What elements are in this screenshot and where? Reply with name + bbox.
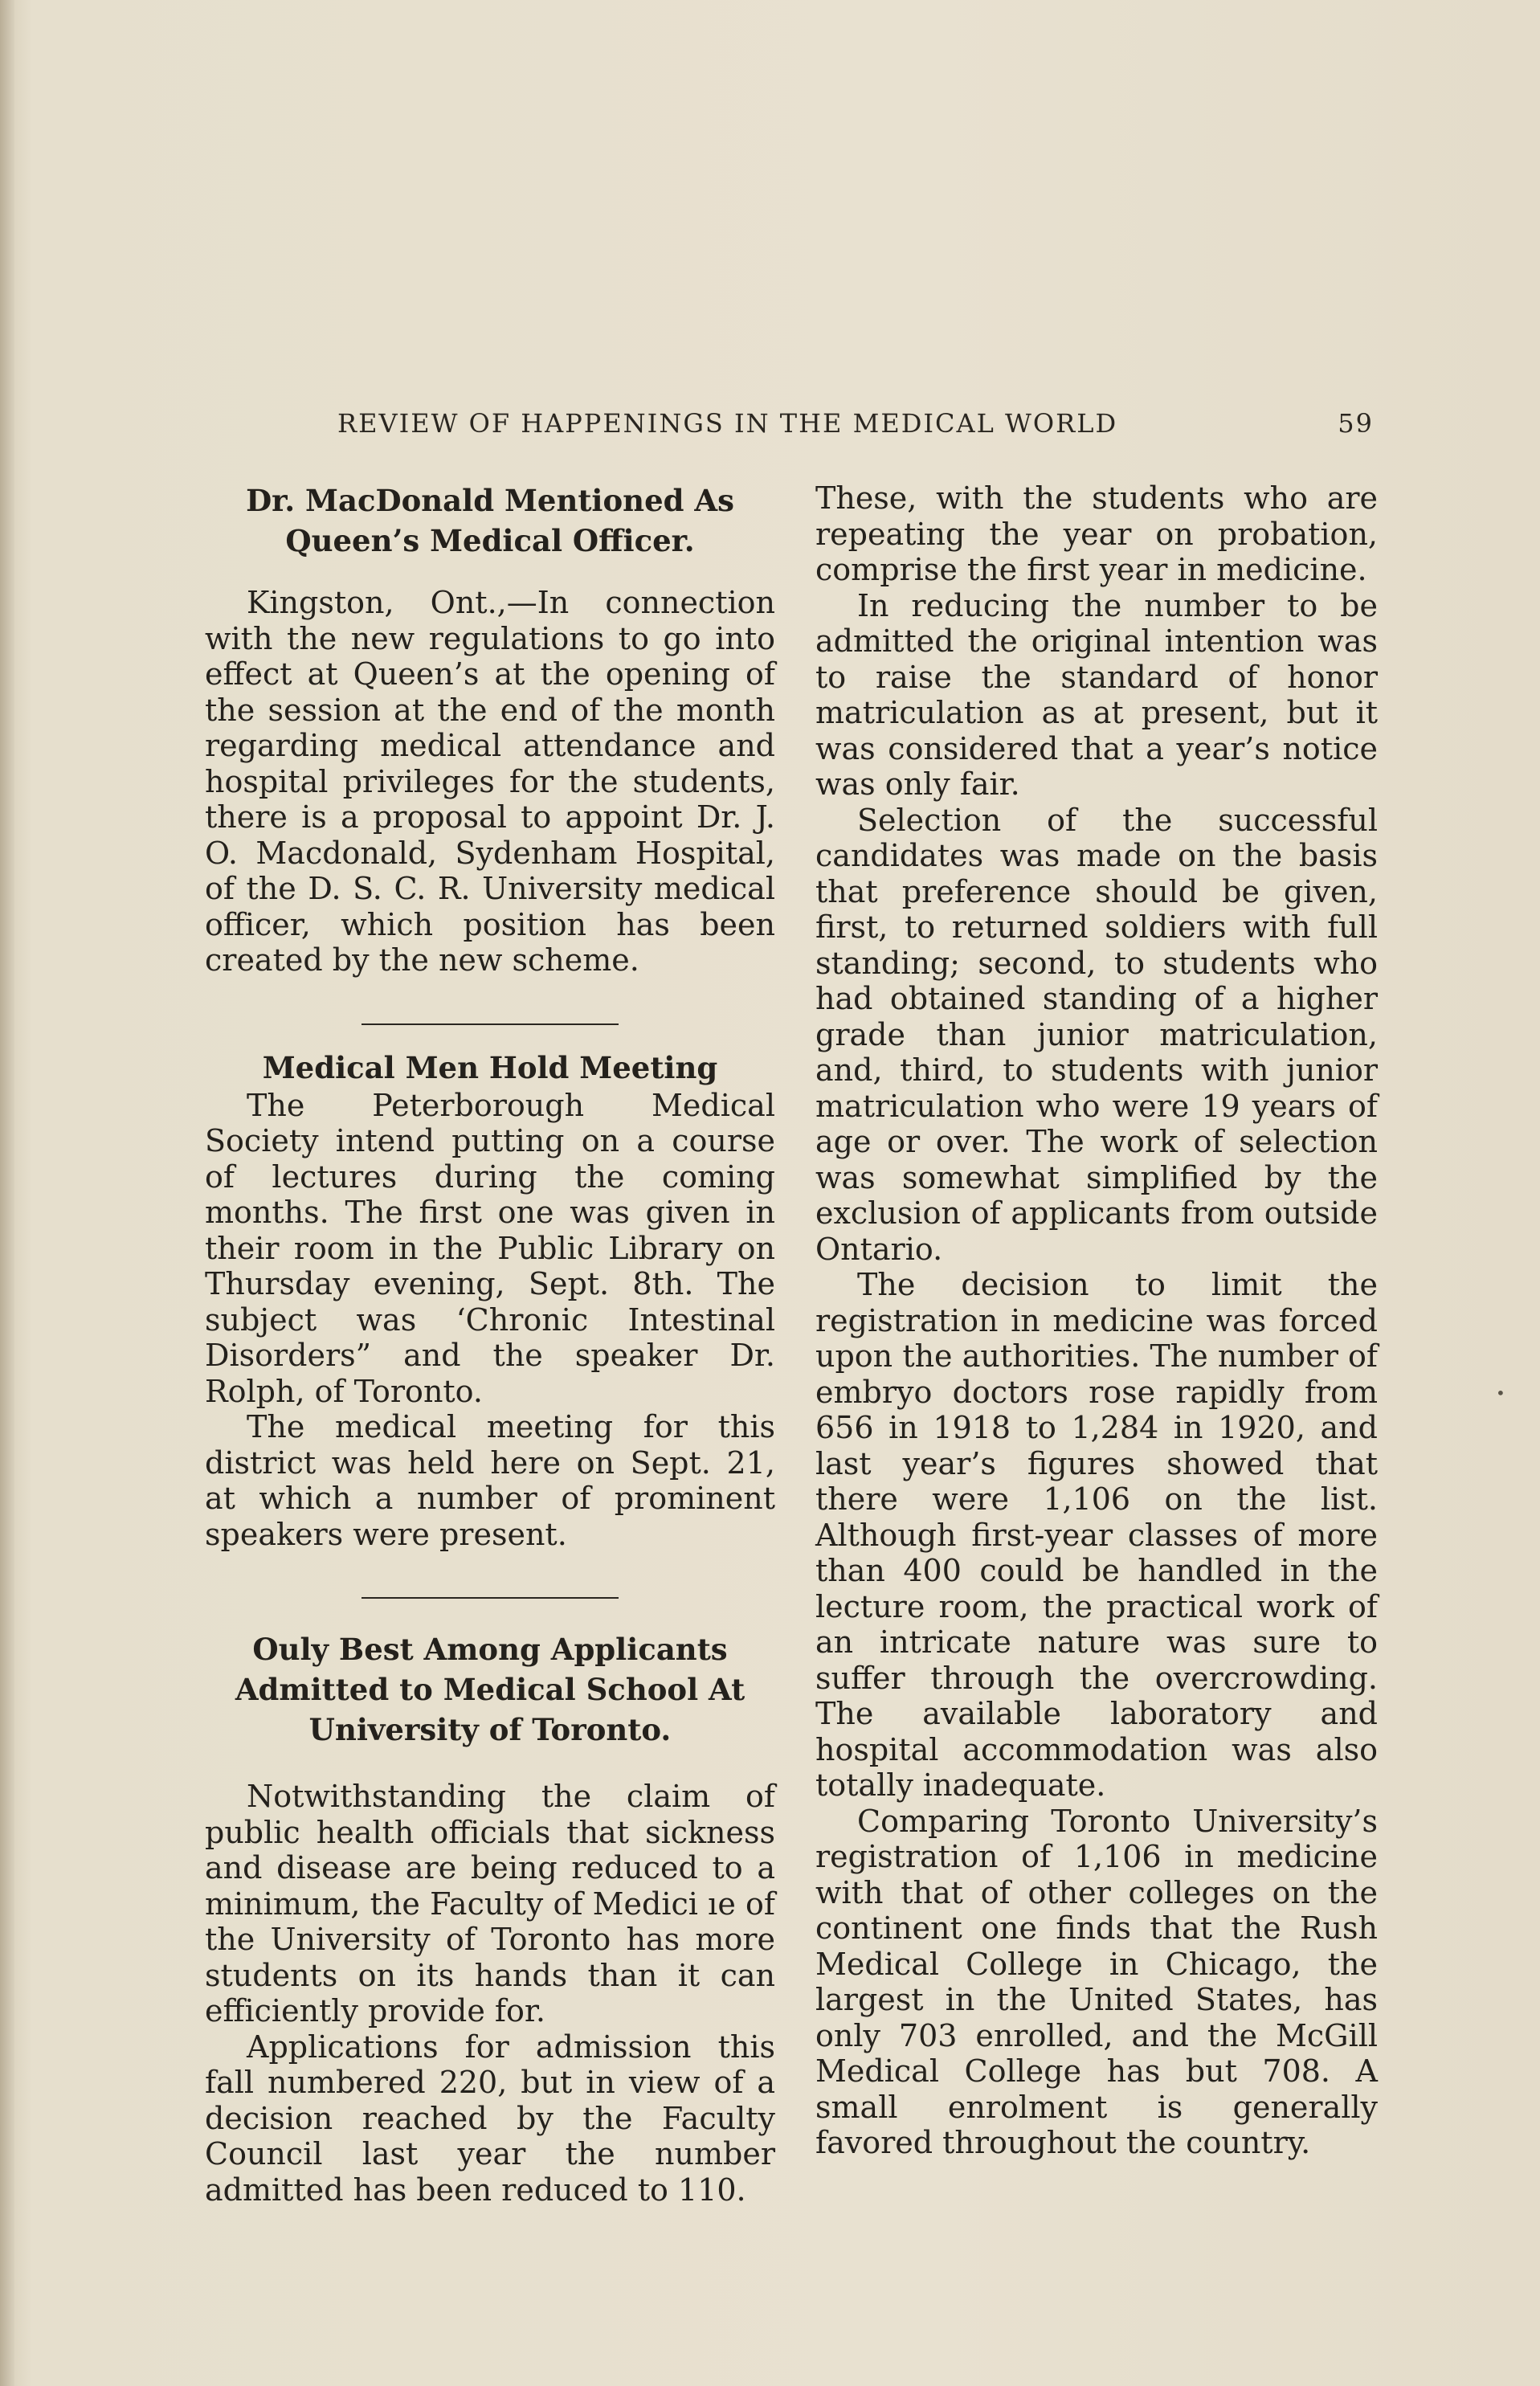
article-macdonald [205, 480, 775, 979]
right-column [815, 480, 1378, 2161]
article-paragraph: Selection of the successful candidates was made on the basis that preference should be given, first, to returned soldiers with full standing; second, to students who had obtained standing of a higher grade than junior matriculation, and, third, to students with junior matriculation who were 19 years of age or over. The work of selection was somewhat simplified by the exclusion of applicants from outside Ontario. [815, 802, 1378, 1267]
article-paragraph: The Peterborough Medical Society intend putting on a course of lectures during the coming months. The first one was given in their room in the Public Library on Thursday evening, Sept. 8th. The subject was ‘Chronic Intestinal Disorders” and the speaker Dr. Rolph, of Toronto. [205, 1087, 775, 1409]
article-paragraph: Comparing Toronto University’s registration of 1,106 in medicine with that of other colleges on the continent one finds that the Rush Medical College in Chicago, the largest in the United States, has only 703 enrolled, and the McGill Medical College has but 708. A small enrolment is generally favored throughout the country. [815, 1803, 1378, 2160]
article-headline: Ouly Best Among Applicants Admitted to Medical School At University of Toronto. [235, 1632, 745, 1747]
article-paragraph: In reducing the number to be admitted the original intention was to raise the standard of honor matriculation as at present, but it was considered that a year’s notice was only fair. [815, 587, 1378, 802]
article-paragraph: Applications for admission this fall numbered 220, but in view of a decision reached by the Faculty Council last year the number admitted has been reduced to 110. [205, 2029, 775, 2208]
left-column [205, 480, 775, 2208]
section-divider [362, 1597, 619, 1599]
article-medical-meeting [205, 1048, 775, 1553]
page-number: 59 [1338, 408, 1374, 439]
article-paragraph: The decision to limit the registration in medicine was forced upon the authorities. The number of embryo doctors rose rapidly from 656 in 1918 to 1,284 in 1920, and last year’s figures showed that there were 1,106 on the list. Although first-year classes of more than 400 could be handled in the lecture room, the practical work of an intricate nature was sure to suffer through the overcrowding. The available laboratory and hospital accommodation was also totally inadequate. [815, 1267, 1378, 1803]
article-headline: Medical Men Hold Meeting [262, 1049, 718, 1085]
article-paragraph: The medical meeting for this district was held here on Sept. 21, at which a number of prominent speakers were present. [205, 1409, 775, 1552]
article-toronto-admissions [205, 1629, 775, 2208]
binding-edge [0, 0, 14, 2386]
article-paragraph: Kingston, Ont.,—In connection with the new regulations to go into effect at Queen’s at the opening of the session at the end of the month regarding medical attendance and hospital privileges for the students, there is a proposal to appoint Dr. J. O. Macdonald, Sydenham Hospital, of the D. S. C. R. University medical officer, which position has been created by the new scheme. [205, 585, 775, 978]
margin-mark-icon: • [1496, 1383, 1505, 1403]
article-paragraph: Notwithstanding the claim of public health officials that sickness and disease are being reduced to a minimum, the Faculty of Medici ıe of the University of Toronto has more students on its hands than it can efficiently provide for. [205, 1779, 775, 2029]
running-title: REVIEW OF HAPPENINGS IN THE MEDICAL WORLD [337, 408, 1118, 439]
article-headline: Dr. MacDonald Mentioned As Queen’s Medical Officer. [246, 483, 734, 558]
section-divider [362, 1023, 619, 1025]
article-paragraph: These, with the students who are repeating the year on probation, comprise the first year in medicine. [815, 480, 1378, 587]
